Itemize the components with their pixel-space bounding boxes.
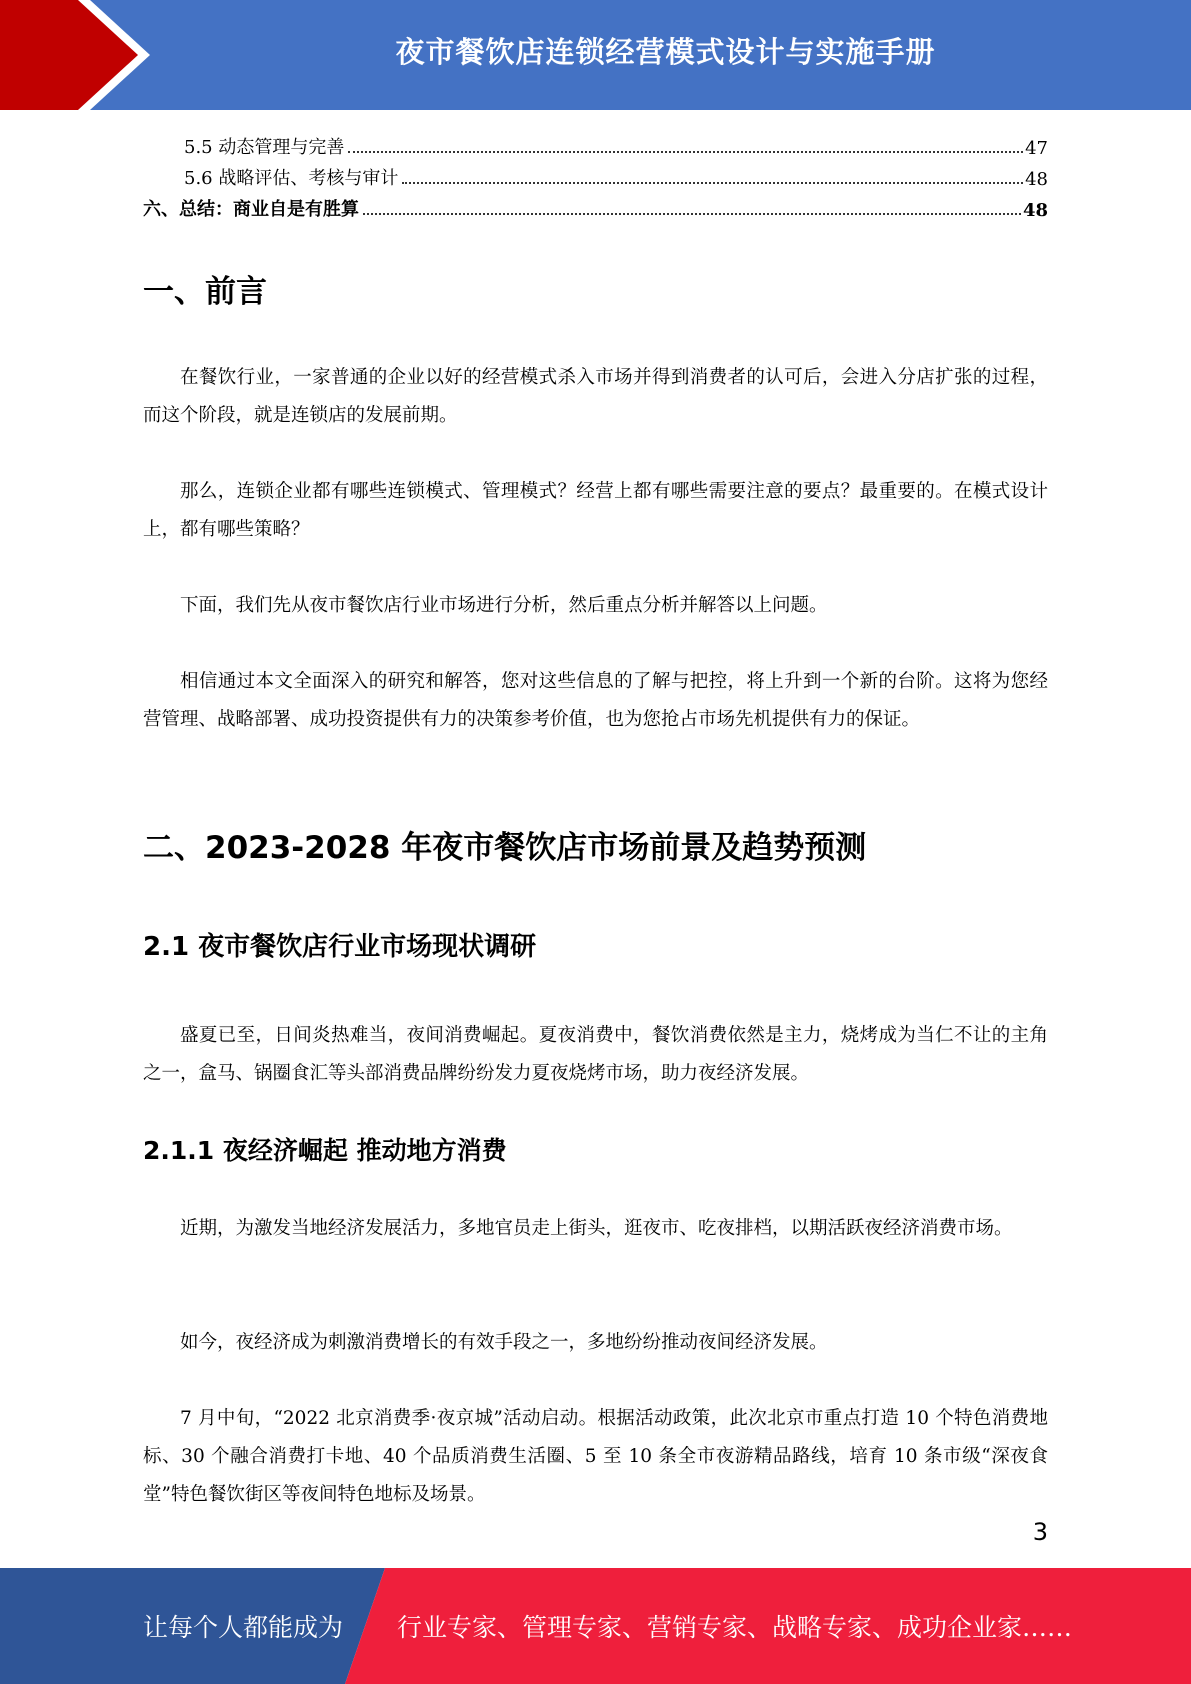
toc-entry-page: 47 <box>1025 138 1048 159</box>
paragraph: 如今，夜经济成为刺激消费增长的有效手段之一，多地纷纷推动夜间经济发展。 <box>180 1332 828 1353</box>
toc-entry-page: 48 <box>1022 200 1048 221</box>
paragraph: 盛夏已至，日间炎热难当，夜间消费崛起。夏夜消费中，餐饮消费依然是主力，烧烤成为当仁不让的主角之一，盒马、锅圈食汇等头部消费品牌纷纷发力夏夜烧烤市场，助力夜经济发展。 <box>143 1025 1048 1084</box>
paragraph: 在餐饮行业，一家普通的企业以好的经营模式杀入市场并得到消费者的认可后，会进入分店扩张的过程，而这个阶段，就是连锁店的发展前期。 <box>143 367 1048 426</box>
paragraph: 相信通过本文全面深入的研究和解答，您对这些信息的了解与把控，将上升到一个新的台阶。这将为您经营管理、战略部署、成功投资提供有力的决策参考价值，也为您抢占市场先机提供有力的保证。 <box>143 671 1048 730</box>
footer-slogan-right: 行业专家、管理专家、营销专家、战略专家、成功企业家…… <box>397 1613 1073 1642</box>
section-heading: 一、前言 <box>143 274 267 310</box>
page-number: 3 <box>1032 1518 1048 1546</box>
table-of-contents <box>143 128 1048 221</box>
toc-entry-label: 5.5 动态管理与完善 <box>184 133 348 159</box>
footer-slogan-left: 让每个人都能成为 <box>143 1613 344 1642</box>
paragraph: 近期，为激发当地经济发展活力，多地官员走上街头，逛夜市、吃夜排档，以期活跃夜经济消费市场。 <box>180 1218 1013 1239</box>
toc-entry[interactable] <box>143 128 1048 159</box>
toc-entry-page: 48 <box>1025 169 1048 190</box>
paragraph: 那么，连锁企业都有哪些连锁模式、管理模式？经营上都有哪些需要注意的要点？最重要的。在模式设计上，都有哪些策略？ <box>143 481 1048 540</box>
subsubsection-heading: 2.1.1 夜经济崛起 推动地方消费 <box>143 1136 507 1165</box>
section-heading: 二、2023-2028 年夜市餐饮店市场前景及趋势预测 <box>143 830 867 866</box>
paragraph: 下面，我们先从夜市餐饮店行业市场进行分析，然后重点分析并解答以上问题。 <box>180 595 828 616</box>
toc-leader-dots <box>348 151 1023 153</box>
toc-entry[interactable] <box>143 159 1048 190</box>
header-chevron-decoration <box>0 0 160 110</box>
toc-leader-dots <box>363 213 1021 215</box>
toc-entry-label: 5.6 战略评估、考核与审计 <box>184 164 402 190</box>
toc-entry[interactable] <box>143 190 1048 221</box>
document-title: 夜市餐饮店连锁经营模式设计与实施手册 <box>395 34 936 69</box>
page-footer <box>0 1568 1191 1684</box>
page-header <box>0 0 1191 110</box>
paragraph: 7 月中旬，“2022 北京消费季·夜京城”活动启动。根据活动政策，此次北京市重点打造 10 个特色消费地标、30 个融合消费打卡地、40 个品质消费生活圈、5 至 10 条全市夜游精品路线，培育 10 条市级“深夜食堂”特色餐饮街区等夜间特色地标及场景。 <box>143 1408 1048 1505</box>
toc-leader-dots <box>402 182 1023 184</box>
subsection-heading: 2.1 夜市餐饮店行业市场现状调研 <box>143 932 537 962</box>
toc-entry-label: 六、总结：商业自是有胜算 <box>143 195 363 221</box>
